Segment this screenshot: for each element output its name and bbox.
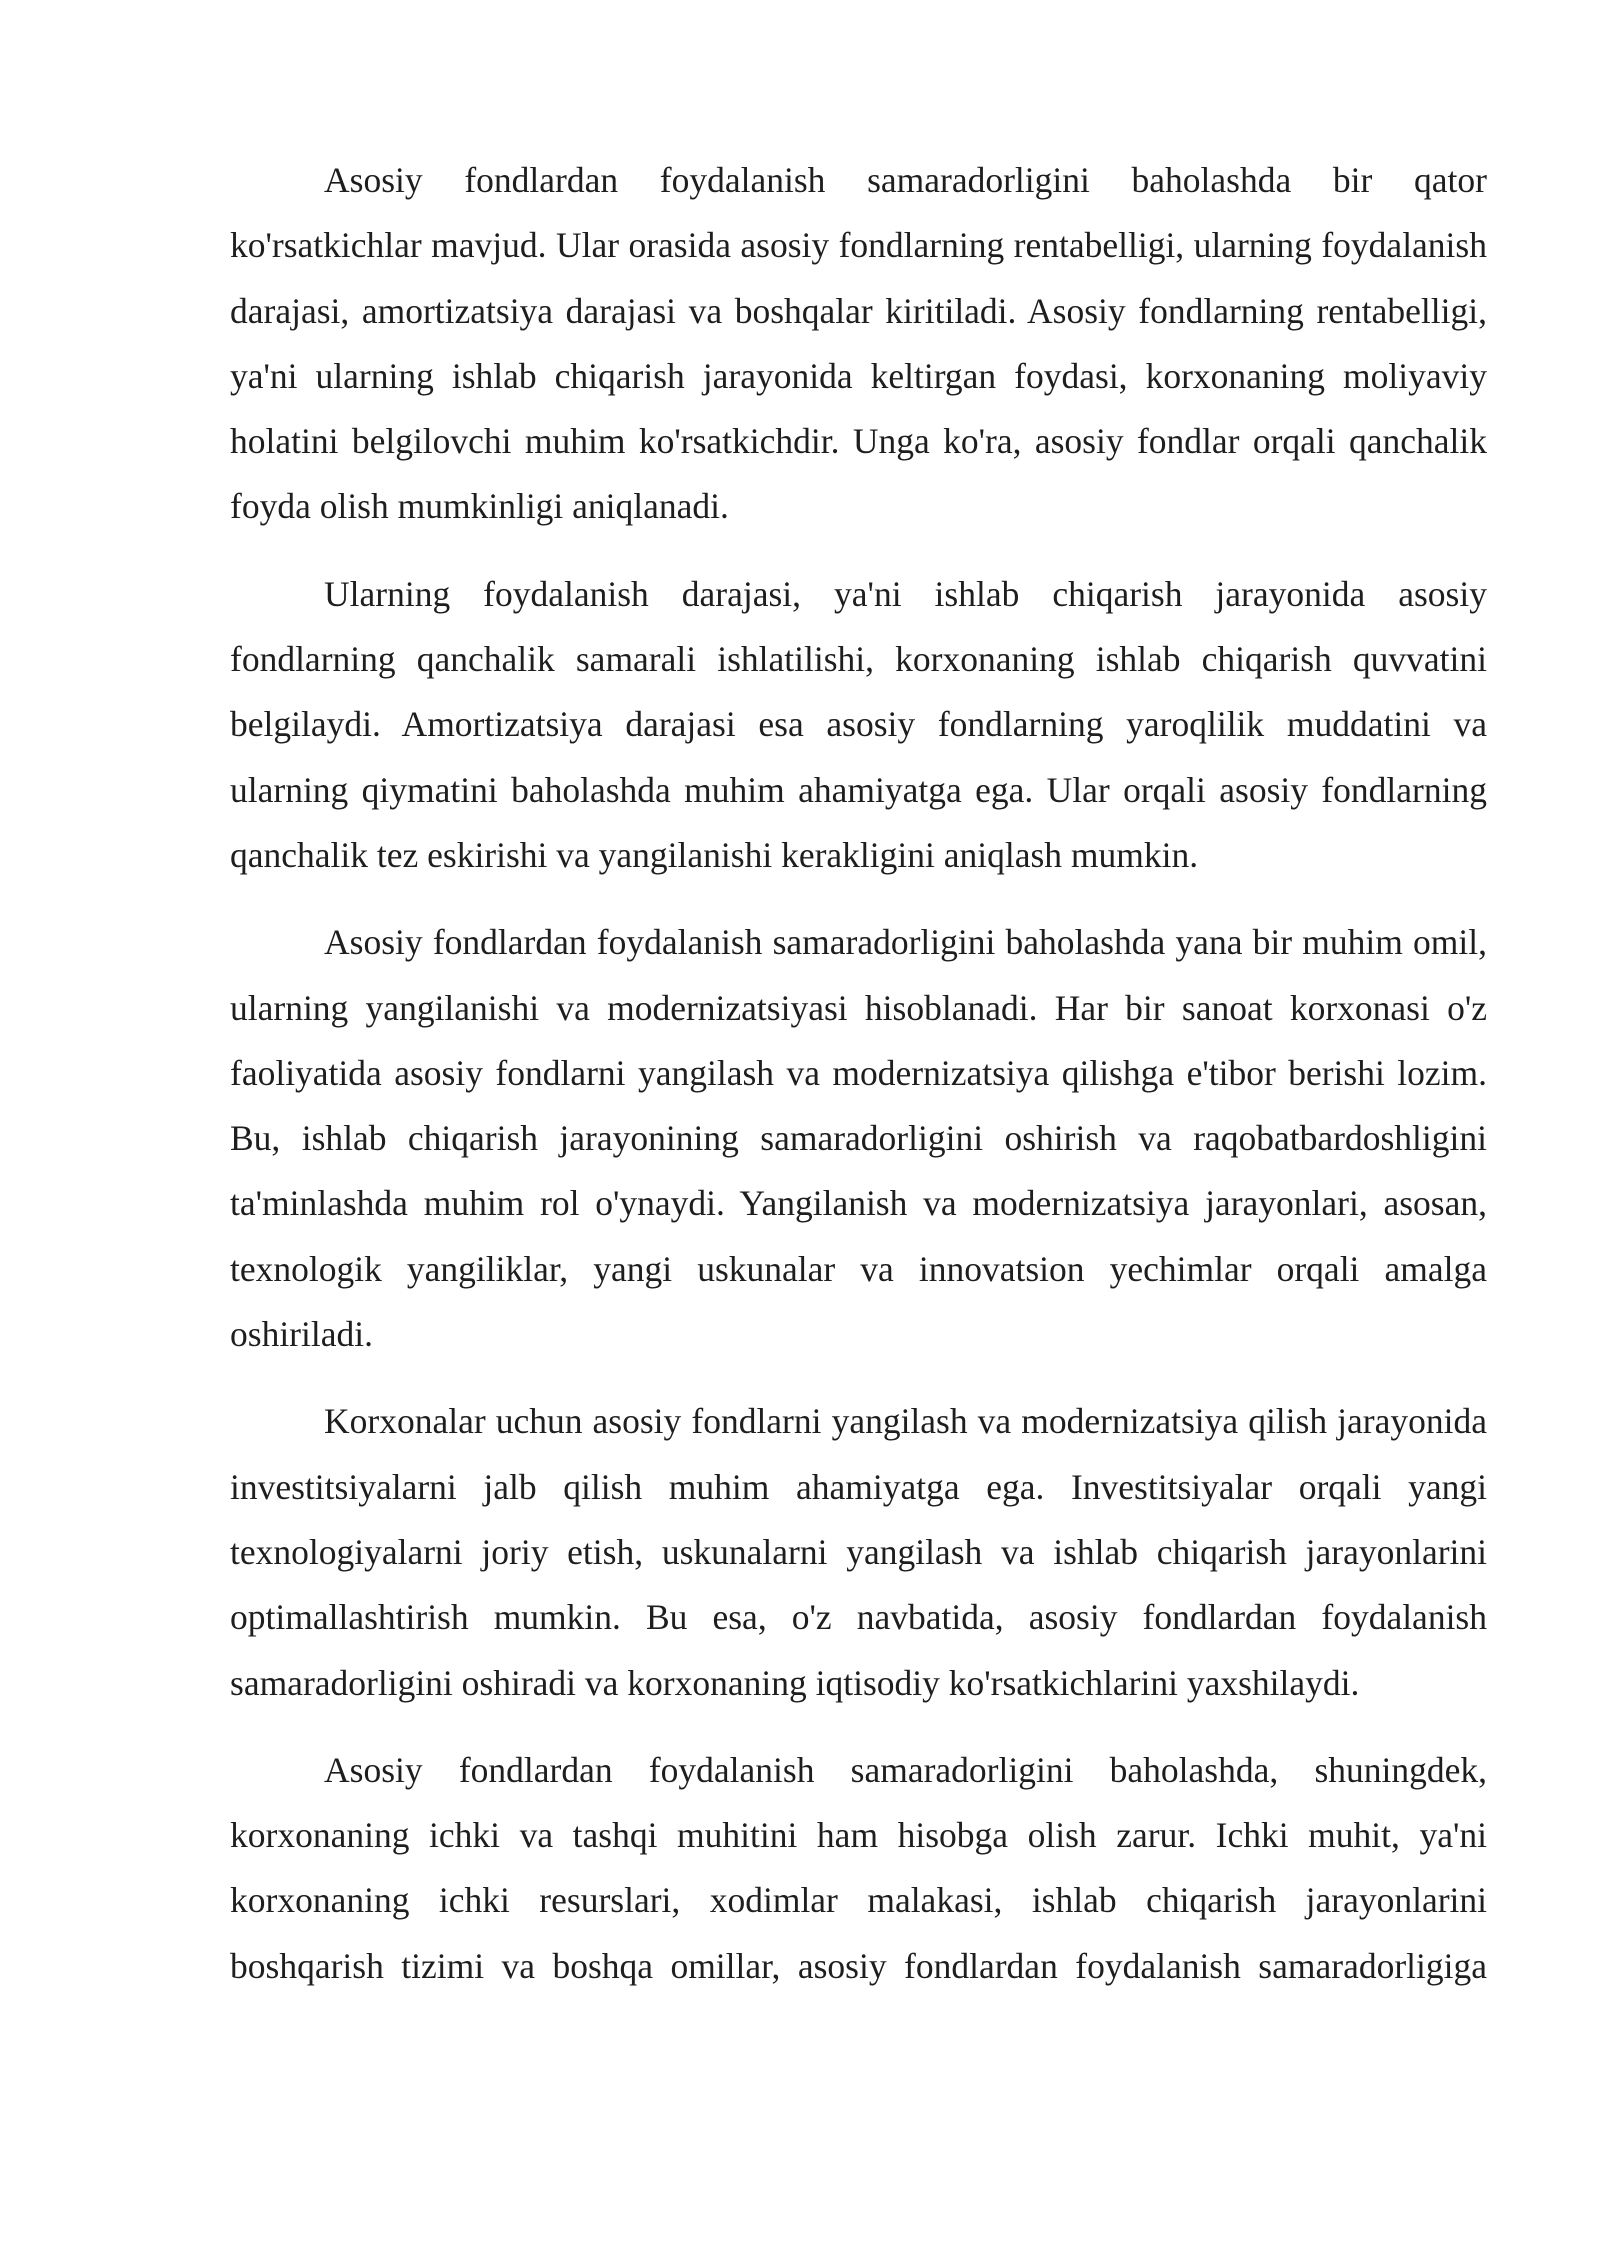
document-page [230, 148, 1487, 2021]
paragraph-2: Ularning foydalanish darajasi, ya'ni ishlab chiqarish jarayonida asosiy fondlarning qanchalik samarali ishlatilishi, korxonaning ishlab chiqarish quvvatini belgilaydi. Amortizatsiya darajasi esa asosiy fondlarning yaroqlilik muddatini va ularning qiymatini baholashda muhim ahamiyatga ega. Ular orqali asosiy fondlarning qanchalik tez eskirishi va yangilanishi kerakligini aniqlash mumkin. [230, 573, 1487, 875]
paragraph-3: Asosiy fondlardan foydalanish samaradorligini baholashda yana bir muhim omil, ularning yangilanishi va modernizatsiyasi hisoblanadi. Har bir sanoat korxonasi o'z faoliyatida asosiy fondlarni yangilash va modernizatsiya qilishga e'tibor berishi lozim. Bu, ishlab chiqarish jarayonining samaradorligini oshirish va raqobatbardoshligini ta'minlashda muhim rol o'ynaydi. Yangilanish va modernizatsiya jarayonlari, asosan, texnologik yangiliklar, yangi uskunalar va innovatsion yechimlar orqali amalga oshiriladi. [230, 922, 1487, 1355]
paragraph-1: Asosiy fondlardan foydalanish samaradorligini baholashda bir qator ko'rsatkichlar mavjud. Ular orasida asosiy fondlarning rentabelligi, ularning foydalanish darajasi, amortizatsiya darajasi va boshqalar kiritiladi. Asosiy fondlarning rentabelligi, ya'ni ularning ishlab chiqarish jarayonida keltirgan foydasi, korxonaning moliyaviy holatini belgilovchi muhim ko'rsatkichdir. Unga ko'ra, asosiy fondlar orqali qanchalik foyda olish mumkinligi aniqlanadi. [230, 160, 1487, 527]
paragraph-5: Asosiy fondlardan foydalanish samaradorligini baholashda, shuningdek, korxonaning ichki va tashqi muhitini ham hisobga olish zarur. Ichki muhit, ya'ni korxonaning ichki resurslari, xodimlar malakasi, ishlab chiqarish jarayonlarini boshqarish tizimi va boshqa omillar, asosiy fondlardan foydalanish samaradorligiga [230, 1749, 1487, 1986]
paragraph-4: Korxonalar uchun asosiy fondlarni yangilash va modernizatsiya qilish jarayonida investitsiyalarni jalb qilish muhim ahamiyatga ega. Investitsiyalar orqali yangi texnologiyalarni joriy etish, uskunalarni yangilash va ishlab chiqarish jarayonlarini optimallashtirish mumkin. Bu esa, o'z navbatida, asosiy fondlardan foydalanish samaradorligini oshiradi va korxonaning iqtisodiy ko'rsatkichlarini yaxshilaydi. [230, 1401, 1487, 1703]
